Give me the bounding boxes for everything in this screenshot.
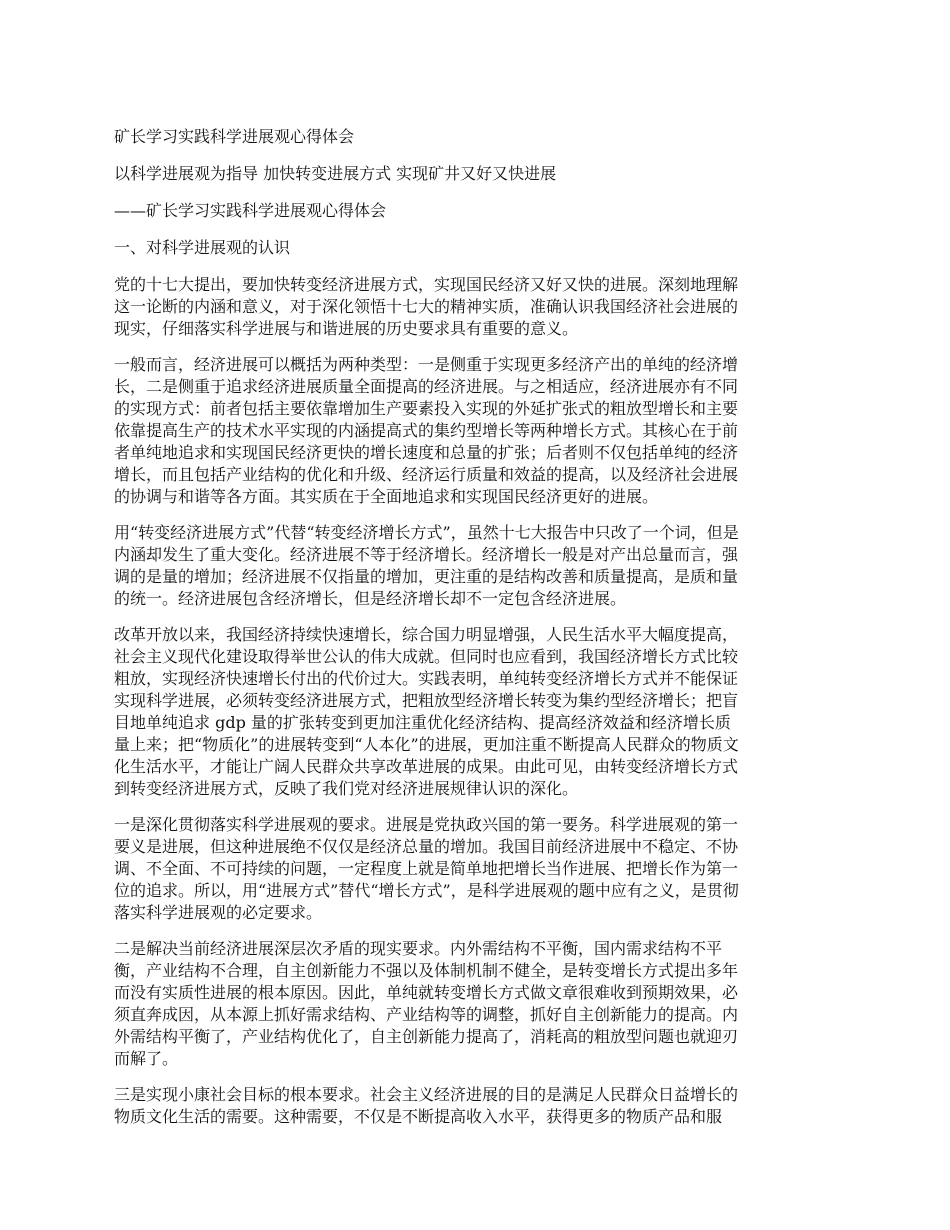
paragraph-line: 量上来；把“物质化”的进展转变到“人本化”的进展，更加注重不断提高人民群众的物质文 (114, 735, 739, 754)
paragraph-line: 衡，产业结构不合理，自主创新能力不强以及体制机制不健全，是转变增长方式提出多年 (114, 961, 739, 980)
paragraph-line: 改革开放以来，我国经济持续快速增长，综合国力明显增强，人民生活水平大幅度提高， (114, 625, 739, 644)
paragraph-line: 三是实现小康社会目标的根本要求。社会主义经济进展的目的是满足人民群众日益增长的 (114, 1085, 739, 1104)
paragraph-line: 长，二是侧重于追求经济进展质量全面提高的经济进展。与之相适应，经济进展亦有不同 (114, 377, 739, 396)
paragraph-line: 一是深化贯彻落实科学进展观的要求。进展是党执政兴国的第一要务。科学进展观的第一 (114, 815, 739, 834)
paragraph-line: 目地单纯追求 gdp 量的扩张转变到更加注重优化经济结构、提高经济效益和经济增长质 (114, 713, 731, 732)
paragraph (114, 354, 840, 508)
paragraph-line: 者单纯地追求和实现国民经济更快的增长速度和总量的扩张；后者则不仅包括单纯的经济 (114, 443, 739, 462)
document-headline: 以科学进展观为指导 加快转变进展方式 实现矿井又好又快进展 (114, 164, 557, 183)
paragraph-line: 现实，仔细落实科学进展与和谐进展的历史要求具有重要的意义。 (114, 319, 579, 338)
document-title: 矿长学习实践科学进展观心得体会 (114, 127, 355, 146)
paragraph-line: 社会主义现代化建设取得举世公认的伟大成就。但同时也应看到，我国经济增长方式比较 (114, 647, 739, 666)
paragraph-line: 位的追求。所以，用“进展方式”替代“增长方式”，是科学进展观的题中应有之义，是贯彻 (114, 881, 739, 900)
paragraph-line: 而没有实质性进展的根本原因。因此，单纯就转变增长方式做文章很难收到预期效果，必 (114, 983, 739, 1002)
paragraph-line: 外需结构平衡了，产业结构优化了，自主创新能力提高了，消耗高的粗放型问题也就迎刃 (114, 1027, 739, 1046)
paragraph (114, 938, 840, 1070)
paragraph-line: 的协调与和谐等各方面。其实质在于全面地追求和实现国民经济更好的进展。 (114, 487, 659, 506)
paragraph-line: 增长，而且包括产业结构的优化和升级、经济运行质量和效益的提高，以及经济社会进展 (114, 465, 739, 484)
paragraph-line: 要义是进展，但这种进展绝不仅仅是经济总量的增加。我国目前经济进展中不稳定、不协 (114, 837, 739, 856)
paragraph-line: 一般而言，经济进展可以概括为两种类型：一是侧重于实现更多经济产出的单纯的经济增 (114, 355, 739, 374)
paragraph-line: 这一论断的内涵和意义，对于深化领悟十七大的精神实质，准确认识我国经济社会进展的 (114, 297, 739, 316)
paragraph (114, 814, 840, 924)
paragraph-line: 用“转变经济进展方式”代替“转变经济增长方式”，虽然十七大报告中只改了一个词，但是 (114, 523, 739, 542)
section-heading: 一、对科学进展观的认识 (114, 238, 291, 257)
paragraph-line: 党的十七大提出，要加快转变经济进展方式，实现国民经济又好又快的进展。深刻地理解 (114, 275, 739, 294)
paragraph (114, 624, 840, 800)
paragraph (114, 274, 840, 340)
paragraph-line: 的实现方式：前者包括主要依靠增加生产要素投入实现的外延扩张式的粗放型增长和主要 (114, 399, 739, 418)
paragraph-line: 依靠提高生产的技术水平实现的内涵提高式的集约型增长等两种增长方式。其核心在于前 (114, 421, 739, 440)
paragraph-line: 的统一。经济进展包含经济增长，但是经济增长却不一定包含经济进展。 (114, 589, 627, 608)
paragraph (114, 522, 840, 610)
paragraph-line: 物质文化生活的需要。这种需要，不仅是不断提高收入水平，获得更多的物质产品和服 (114, 1107, 723, 1126)
paragraph-line: 而解了。 (114, 1049, 179, 1068)
paragraph-line: 调的是量的增加；经济进展不仅指量的增加，更注重的是结构改善和质量提高，是质和量 (114, 567, 739, 586)
paragraph (114, 1084, 840, 1128)
document-page (114, 126, 840, 1142)
paragraph-line: 调、不全面、不可持续的问题，一定程度上就是简单地把增长当作进展、把增长作为第一 (114, 859, 739, 878)
paragraph-line: 内涵却发生了重大变化。经济进展不等于经济增长。经济增长一般是对产出总量而言，强 (114, 545, 739, 564)
paragraph-line: 二是解决当前经济进展深层次矛盾的现实要求。内外需结构不平衡，国内需求结构不平 (114, 939, 723, 958)
document-subtitle: ——矿长学习实践科学进展观心得体会 (114, 201, 387, 220)
paragraph-line: 实现科学进展，必须转变经济进展方式，把粗放型经济增长转变为集约型经济增长；把盲 (114, 691, 739, 710)
paragraph-line: 粗放，实现经济快速增长付出的代价过大。实践表明，单纯转变经济增长方式并不能保证 (114, 669, 739, 688)
paragraph-line: 化生活水平，才能让广阔人民群众共享改革进展的成果。由此可见，由转变经济增长方式 (114, 757, 739, 776)
paragraph-line: 到转变经济进展方式，反映了我们党对经济进展规律认识的深化。 (114, 779, 579, 798)
paragraph-line: 落实科学进展观的必定要求。 (114, 903, 323, 922)
paragraph-line: 须直奔成因，从本源上抓好需求结构、产业结构等的调整，抓好自主创新能力的提高。内 (114, 1005, 739, 1024)
